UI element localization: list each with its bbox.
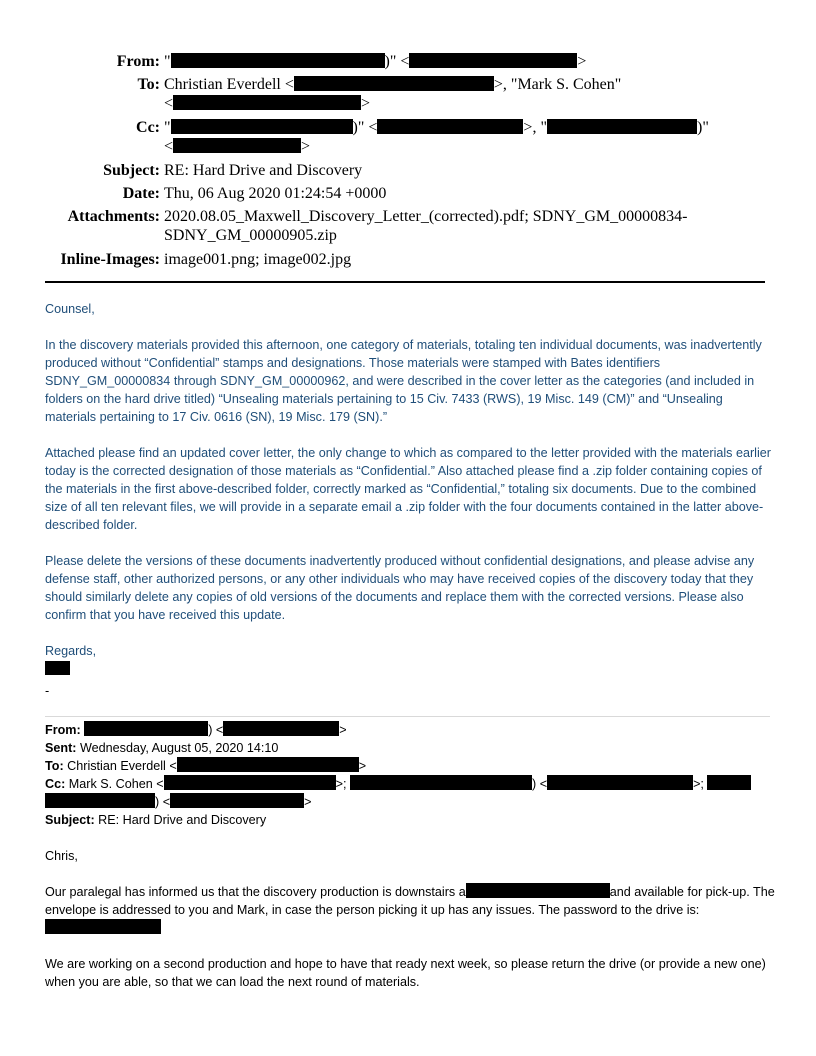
- quoted-to-row: [45, 757, 775, 775]
- header-date-row: [0, 184, 816, 204]
- attachments-value: 2020.08.05_Maxwell_Discovery_Letter_(corrected).pdf; SDNY_GM_00000834-SDNY_GM_00000905.zip: [164, 208, 688, 244]
- redaction: [466, 883, 610, 898]
- salutation: Counsel,: [45, 302, 95, 316]
- to-text-c: <: [164, 95, 174, 112]
- message-body-reply: [45, 300, 775, 700]
- header-divider: [45, 281, 765, 283]
- header-inline-images-row: [0, 250, 816, 270]
- cc-text-f: >: [301, 138, 311, 155]
- signature-redaction: [45, 661, 70, 675]
- redaction: [547, 775, 693, 790]
- redaction: [223, 721, 339, 736]
- subject-label: Subject:: [103, 162, 160, 179]
- header-to-row: [0, 75, 816, 115]
- to-text-d: >: [361, 95, 371, 112]
- email-header: [0, 52, 816, 273]
- from-label: From:: [116, 53, 160, 70]
- cc-text-b: )" <: [352, 119, 378, 136]
- quoted-to-a: Christian Everdell <: [63, 759, 177, 773]
- quoted-cc-a: Mark S. Cohen <: [65, 777, 164, 791]
- quoted-to-label: To:: [45, 759, 64, 773]
- from-text-b: )" <: [384, 53, 410, 70]
- header-cc-row: [0, 118, 816, 158]
- quoted-subject-value: RE: Hard Drive and Discovery: [94, 813, 267, 827]
- to-label: To:: [137, 76, 160, 93]
- paragraph: Attached please find an updated cover letter, the only change to which as compared to the letter provided with the materials earlier today is the corrected designation of those materials as “Confidential.” Also attached please find a .zip folder containing copies of the materials in the first above-described folder, correctly marked as “Confidential,” totaling six documents. Due to the combined size of all ten relevant files, we will provide in a separate email a .zip folder with the four documents contained in the latter above-described folder.: [45, 446, 771, 532]
- redaction: [84, 721, 208, 736]
- redaction: [45, 919, 161, 934]
- message-body-quoted: [45, 721, 775, 1009]
- redaction: [170, 793, 304, 808]
- cc-text-d: )": [696, 119, 709, 136]
- redaction: [45, 793, 155, 808]
- inline-images-label: Inline-Images:: [60, 251, 160, 268]
- quoted-sent-value: Wednesday, August 05, 2020 14:10: [76, 741, 279, 755]
- header-from-row: [0, 52, 816, 72]
- cc-text-a: ": [164, 119, 171, 136]
- quoted-cc-c: ) <: [532, 777, 548, 791]
- quoted-cc-d: >;: [693, 777, 708, 791]
- header-attachments-row: [0, 207, 816, 247]
- to-text-b: >, "Mark S. Cohen": [493, 76, 622, 93]
- closing: Regards,: [45, 644, 97, 658]
- redaction: [171, 119, 353, 134]
- quoted-cc-e: ) <: [155, 795, 171, 809]
- quoted-salutation: Chris,: [45, 849, 78, 863]
- paragraph: Please delete the versions of these documents inadvertently produced without confidential designations, and please advise any defense staff, other authorized persons, or any other individuals who may have received copies of the discovery today that they should similarly delete any copies of old versions of the documents and replace them with the corrected versions. Please also confirm that you have received this update.: [45, 554, 755, 622]
- quoted-paragraph: Our paralegal has informed us that the discovery production is downstairs a and available for pick-up. The envelope is addressed to you and Mark, in case the person picking it up has any issues. The password to the drive is:: [45, 883, 775, 937]
- quoted-from-row: [45, 721, 775, 739]
- redaction: [171, 53, 385, 68]
- redaction: [294, 76, 494, 91]
- cc-text-e: <: [164, 138, 174, 155]
- dash: -: [45, 684, 50, 698]
- date-value: Thu, 06 Aug 2020 01:24:54 +0000: [164, 185, 387, 202]
- cc-label: Cc:: [136, 119, 160, 136]
- from-text-a: ": [164, 53, 171, 70]
- date-label: Date:: [122, 185, 160, 202]
- quoted-from-end: >: [339, 723, 347, 737]
- quoted-cc-b: >;: [335, 777, 351, 791]
- quoted-cc-label: Cc:: [45, 777, 66, 791]
- quoted-cc-row: [45, 775, 775, 811]
- quoted-paragraph: We are working on a second production and hope to have that ready next week, so please return the drive (or provide a new one) when you are able, so that we can load the next round of materials.: [45, 957, 766, 989]
- redaction: [177, 757, 359, 772]
- attachments-label: Attachments:: [67, 208, 160, 225]
- redaction: [409, 53, 577, 68]
- inline-images-value: image001.png; image002.jpg: [164, 251, 352, 268]
- to-text-a: Christian Everdell <: [164, 76, 294, 93]
- quoted-subject-label: Subject:: [45, 813, 95, 827]
- quoted-divider: [45, 716, 770, 717]
- quoted-cc-f: >: [304, 795, 312, 809]
- redaction: [173, 138, 301, 153]
- redaction: [173, 95, 361, 110]
- from-text-c: >: [577, 53, 587, 70]
- redaction: [350, 775, 532, 790]
- subject-value: RE: Hard Drive and Discovery: [164, 162, 363, 179]
- redaction: [547, 119, 697, 134]
- quoted-to-b: >: [358, 759, 367, 773]
- cc-text-c: >, ": [523, 119, 547, 136]
- quoted-sent-label: Sent:: [45, 741, 77, 755]
- quoted-from-mid: ) <: [208, 723, 224, 737]
- redaction: [164, 775, 336, 790]
- paragraph: In the discovery materials provided this afternoon, one category of materials, totaling ten individual documents, was inadvertently produced without “Confidential” stamps and designations. Those materials were stamped with Bates identifiers SDNY_GM_00000834 through SDNY_GM_00000962, and were described in the cover letter as the categories (and included in folders on the hard drive titled) “Unsealing materials pertaining to 15 Civ. 7433 (RWS), 19 Misc. 149 (CM)” and “Unsealing materials pertaining to 17 Civ. 0616 (SN), 19 Misc. 179 (SN).”: [45, 338, 762, 424]
- quoted-from-label: From:: [45, 723, 81, 737]
- quoted-subject-row: [45, 811, 775, 829]
- redaction: [707, 775, 751, 790]
- redaction: [377, 119, 523, 134]
- header-subject-row: [0, 161, 816, 181]
- quoted-sent-row: [45, 739, 775, 757]
